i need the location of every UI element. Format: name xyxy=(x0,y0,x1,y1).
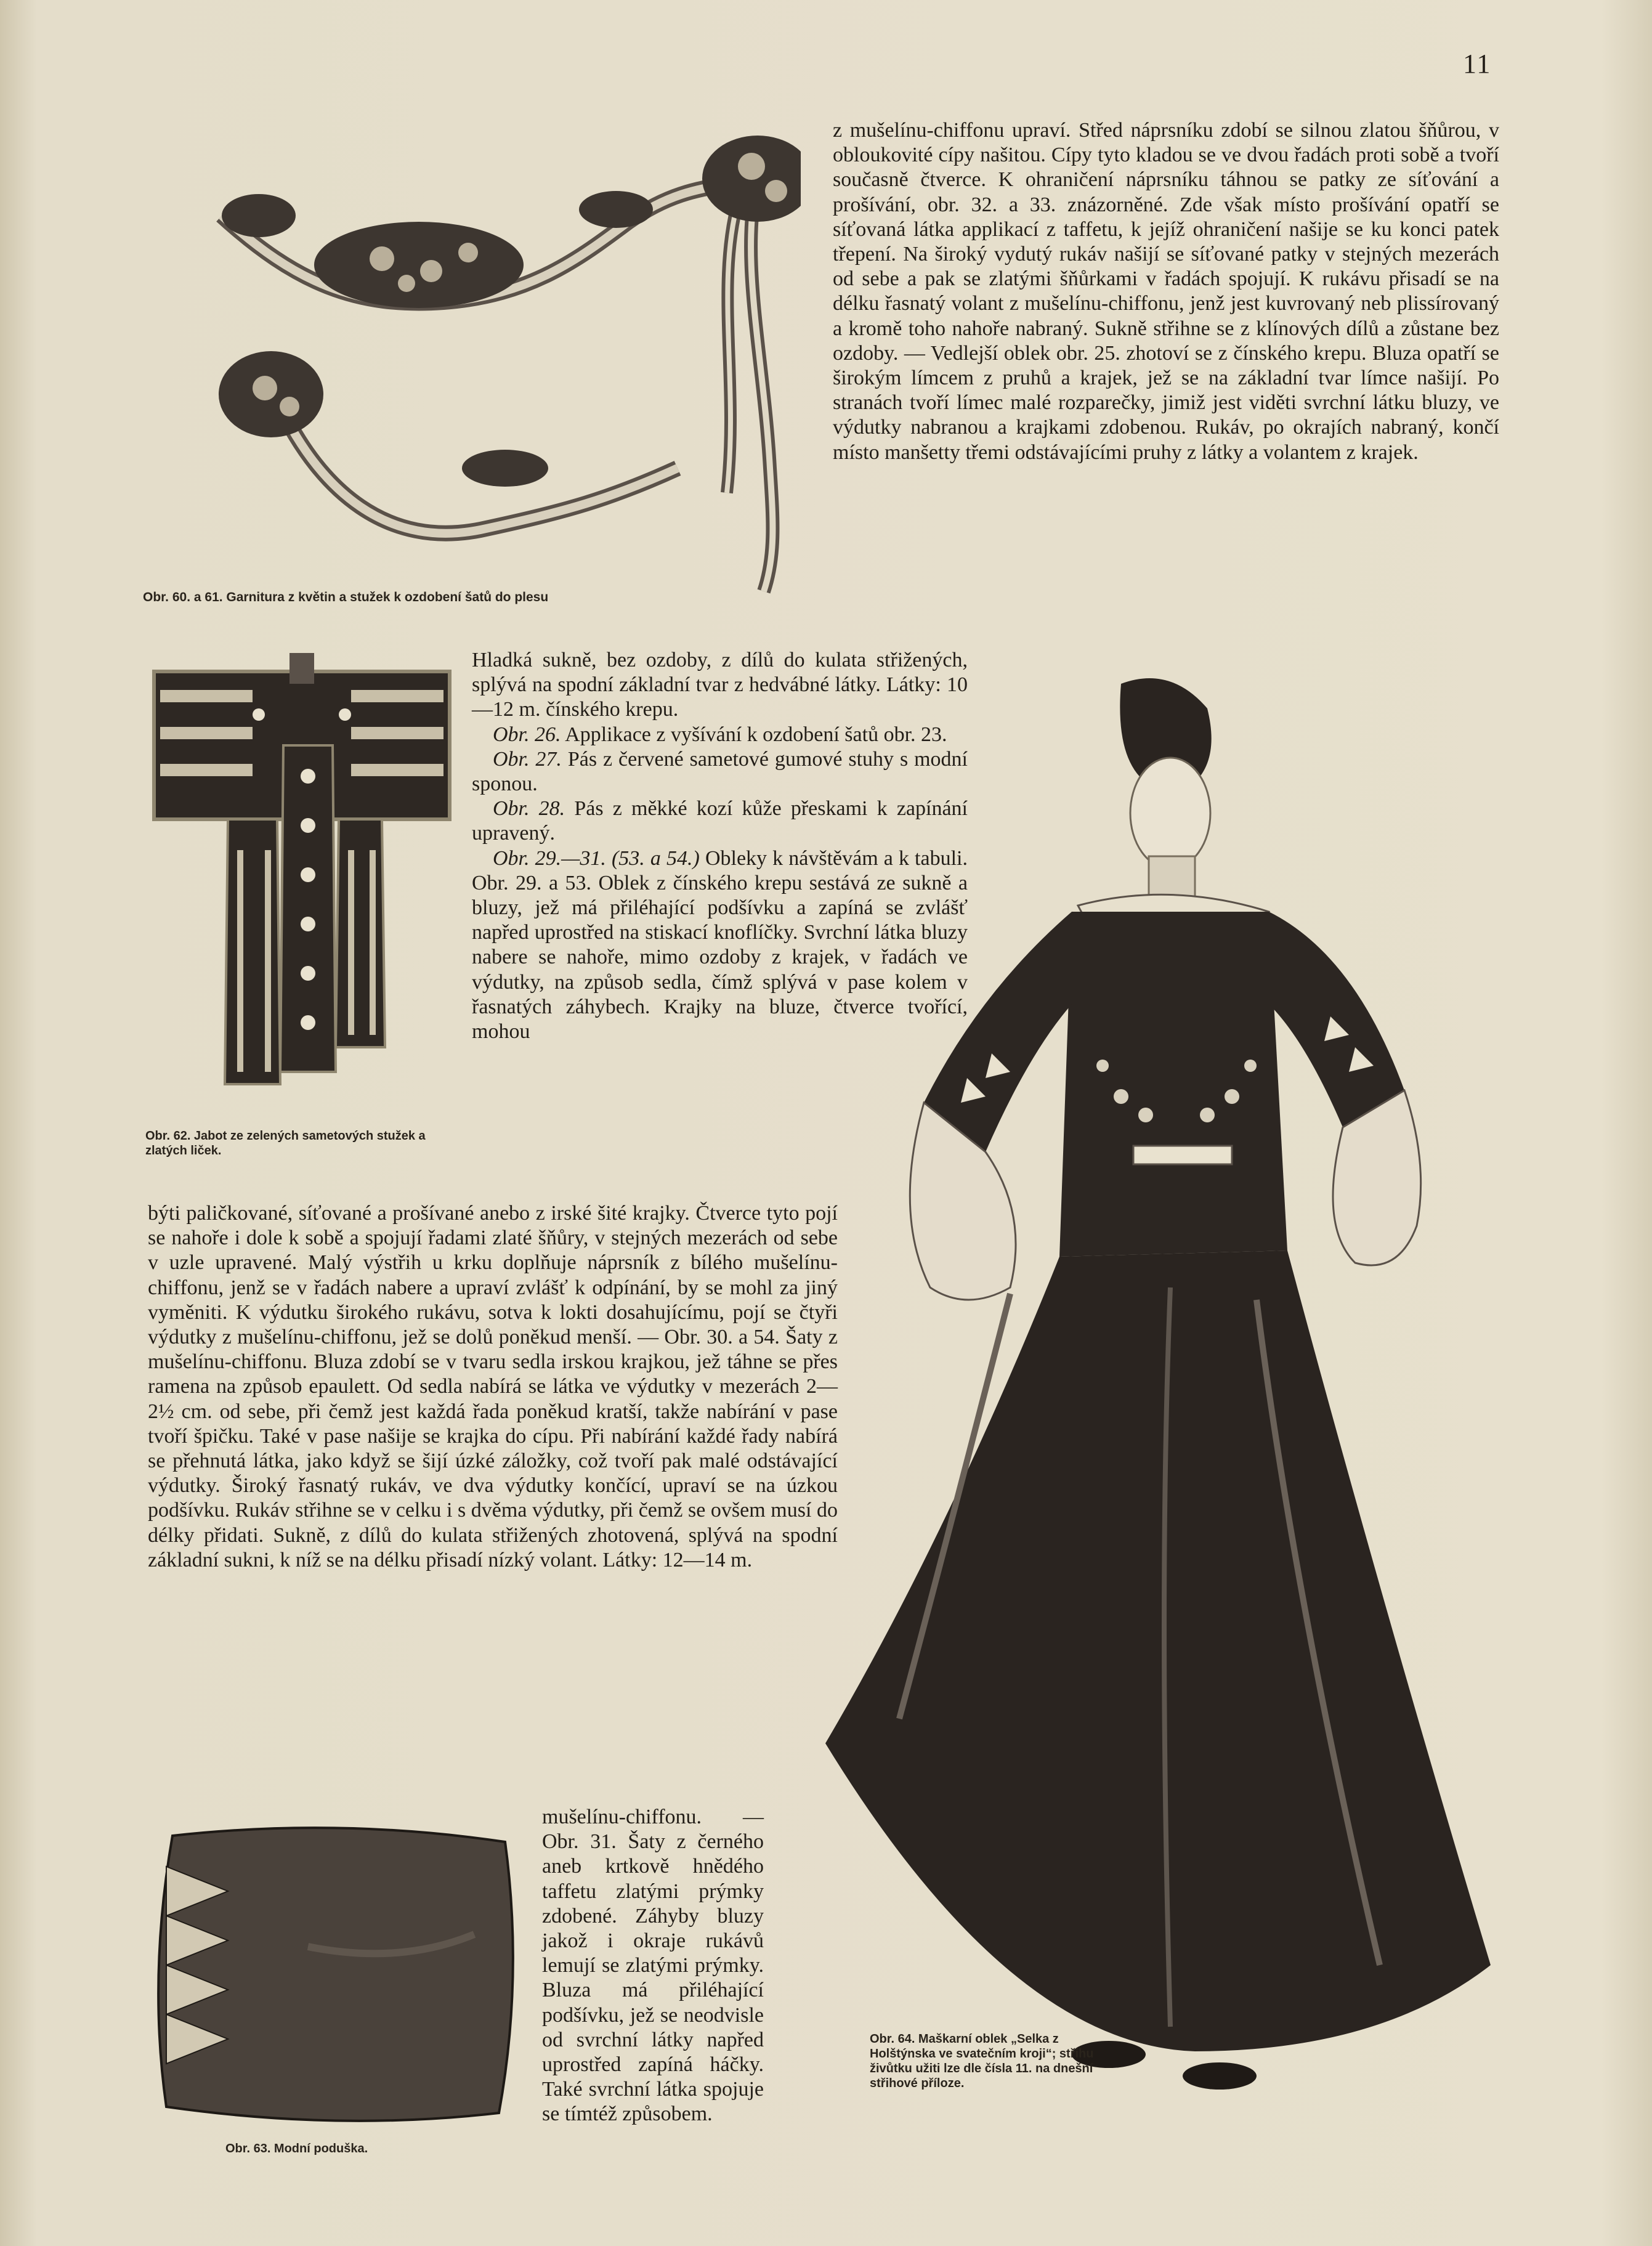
right-column-text: z mušelínu-chiffonu upraví. Střed náprsníku zdobí se silnou zlatou šňůrou, v obloukovité cípy našitou. Cípy tyto kladou se ve dvou řadách proti sobě a tvoří současně čtverce. K ohraničení náprsníku táhnou se patky ze síťování a prošívání, obr. 32. a 33. znázorněné. Zde však místo prošívání opatří se síťovaná látka applikací z taffetu, k jejíž ohraničení našije se ku konci patek třepení. Na široký vydutý rukáv našijí se síťované patky v stejných mezerách od sebe a pak se zlatými šňůrkami v řadách spojují. K rukávu přisadí se na délku řasnatý volant z mušelínu-chiffonu, jenž jest kuvrovaný neb plissírovaný a kromě toho nahoře nabraný. Sukně střihne se z klínových dílů a zůstane bez ozdoby. — Vedlejší oblek obr. 25. zhotoví se z čínského krepu. Bluza opatří se širokým límcem z pruhů a krajek, jež se na základní tvar límce našijí. Po stranách tvoří límec malé rozparečky, jimiž jest viděti svrchní látku bluzy, ve výdutky nabranou a krajkami zdobenou. Rukáv, po okrajích nabraný, končí místo manšetty třemi odstávajícími pruhy z látky a volantem z krajek. xyxy=(833,119,1499,464)
fig28-label: Obr. 28. xyxy=(493,797,565,821)
costume-woman-illustration xyxy=(825,671,1528,2107)
intro-paragraph: Hladká sukně, bez ozdoby, z dílů do kulata střižených, splývá na spodní základní tvar z hedvábné látky. Látky: 10—12 m. čínského krepu. xyxy=(472,649,968,721)
caption-fig-63: Obr. 63. Modní poduška. xyxy=(225,2142,368,2155)
page-number: 11 xyxy=(1463,49,1492,79)
caption-fig-62: Obr. 62. Jabot ze zelených sametových stužek a zlatých liček. xyxy=(145,1129,426,1157)
caption-fig-64: Obr. 64. Maškarní oblek „Selka z Holštýnska ve svatečním kroji“; střihu živůtku užiti lze dle čísla 11. na dnešní střihové příloze. xyxy=(870,2032,1094,2090)
narrow-column-text: mušelínu-chiffonu. — Obr. 31. Šaty z černého aneb krtkově hnědého taffetu zlatými prýmky zdobené. Záhyby bluzy jakož i okraje rukávů lemují se zlatými prýmky. Bluza má přiléhající podšívku, jež se neodvisle od svrchní látky napřed uprostřed zapíná háčky. Také svrchní látka spojuje se tímtéž způsobem. xyxy=(542,1806,764,2126)
pillow-illustration xyxy=(154,1823,517,2125)
fig27-label: Obr. 27. xyxy=(493,747,562,771)
fig29-label: Obr. 29.—31. (53. a 54.) xyxy=(493,846,700,870)
lower-left-text: býti paličkované, síťované a prošívané anebo z irské šité krajky. Čtverce tyto pojí se nahoře i dole k sobě a spojují řadami zlaté šňůry, v stejných mezerách od sebe v uzle upravené. Malý výstřih u krku doplňuje náprsník z bílého mušelínu-chiffonu, jenž se v řadách nabere a upraví zvlášť k odpínání, by se mohl za jiný vyměniti. K výdutku širokého rukávu, sotva k lokti dosahujícímu, pojí se čtyři výdutky z mušelínu-chiffonu, jež se dolů poněkud menší. — Obr. 30. a 54. Šaty z mušelínu-chiffonu. Bluza zdobí se v tvaru sedla irskou krajkou, jež táhne se přes ramena na způsob epaulett. Od sedla nabírá se látka ve výdutky v mezerách 2—2½ cm. od sebe, při čemž jest každá řada poněkud kratší, takže nabírání v pase tvoří špičku. Také v pase našije se krajka do cípu. Při nabírání každé řady nabírá se přehnutá látka, jako když se šijí úzké záložky, což tvoří pak malé odstávající výdutky. Široký řasnatý rukáv, ve dva výdutky končící, upraví se na úzkou podšívku. Rukáv střihne se v celku i s dvěma výdutky, při čemž se ovšem musí do délky přidati. Sukně, z dílů do kulata střižených zhotovená, splývá na spodní základní sukni, k níž se na délku přisadí nízký volant. Látky: 12—14 m. xyxy=(148,1202,838,1571)
fig26-text: Applikace z vyšívání k ozdobení šatů obr. 23. xyxy=(565,723,947,746)
fig27-text: Pás z červené sametové gumové stuhy s modní sponou. xyxy=(472,747,968,796)
caption-fig-60-61: Obr. 60. a 61. Garnitura z květin a stužek k ozdobení šatů do plesu xyxy=(143,590,549,604)
flower-garland-illustration xyxy=(185,123,801,604)
fig26-label: Obr. 26. xyxy=(493,723,561,746)
fig29-text: Obleky k návštěvám a k tabuli. Obr. 29. a 53. Oblek z čínského krepu sestává ze sukně a bluzy, jež má přiléhající podšívku a zapíná se zvlášť napřed uprostřed na stiskací knoflíčky. Svrchní látka bluzy nabere se nahoře, mimo ozdoby z krajek, v řadách ve výdutky, na způsob sedla, čímž splývá v pase kolem v řasnatých záhybech. Krajky na bluze, čtverce tvořící, mohou xyxy=(472,846,968,1044)
fig28-text: Pás z měkké kozí kůže přeskami k zapínání upravený. xyxy=(472,797,968,845)
jabot-illustration xyxy=(148,653,456,1103)
